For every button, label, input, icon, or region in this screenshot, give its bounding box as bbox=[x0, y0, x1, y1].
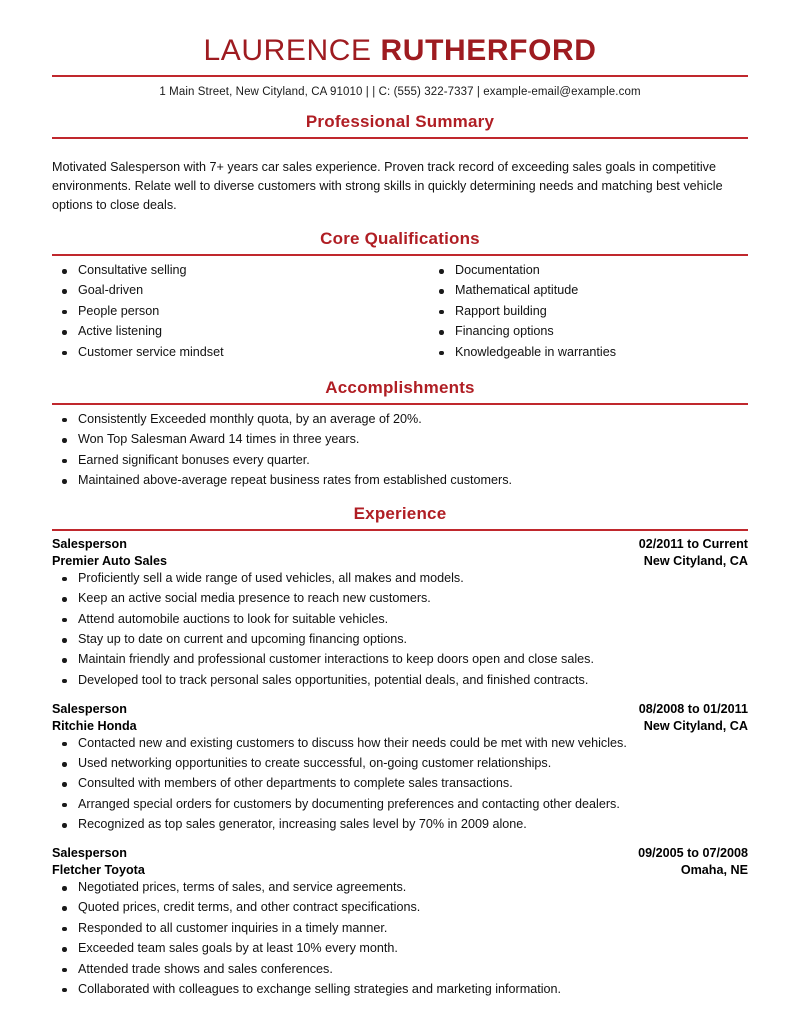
section-professional-summary bbox=[52, 112, 748, 215]
list-item: Attend automobile auctions to look for suitable vehicles. bbox=[52, 611, 748, 629]
list-item: Negotiated prices, terms of sales, and service agreements. bbox=[52, 879, 748, 897]
qualifications-column-left bbox=[52, 262, 400, 364]
list-item: Arranged special orders for customers by documenting preferences and contacting other dealers. bbox=[52, 796, 748, 814]
job-dates: 09/2005 to 07/2008 bbox=[638, 846, 748, 861]
list-item: Contacted new and existing customers to discuss how their needs could be met with new vehicles. bbox=[52, 735, 748, 753]
experience-entry bbox=[52, 536, 748, 690]
list-item: Maintained above-average repeat business rates from established customers. bbox=[52, 472, 748, 490]
list-item: Developed tool to track personal sales opportunities, potential deals, and finished contracts. bbox=[52, 672, 748, 690]
list-item: Rapport building bbox=[429, 303, 748, 321]
list-item: Mathematical aptitude bbox=[429, 282, 748, 300]
list-item: Consulted with members of other departments to complete sales transactions. bbox=[52, 775, 748, 793]
qualifications-list-right bbox=[429, 262, 748, 361]
section-experience bbox=[52, 504, 748, 999]
list-item: Consistently Exceeded monthly quota, by an average of 20%. bbox=[52, 411, 748, 429]
job-company-row bbox=[52, 718, 748, 735]
section-accomplishments bbox=[52, 378, 748, 490]
list-item: Goal-driven bbox=[52, 282, 400, 300]
list-item: Proficiently sell a wide range of used vehicles, all makes and models. bbox=[52, 570, 748, 588]
experience-entry bbox=[52, 701, 748, 834]
job-title: Salesperson bbox=[52, 701, 127, 716]
job-company: Fletcher Toyota bbox=[52, 863, 145, 878]
job-bullets bbox=[52, 570, 748, 690]
section-heading-accomplishments: Accomplishments bbox=[325, 377, 475, 397]
first-name: LAURENCE bbox=[203, 34, 381, 67]
list-item: Maintain friendly and professional customer interactions to keep doors open and close sales. bbox=[52, 651, 748, 669]
resume-header bbox=[52, 0, 748, 67]
list-item: Quoted prices, credit terms, and other contract specifications. bbox=[52, 899, 748, 917]
list-item: Won Top Salesman Award 14 times in three years. bbox=[52, 431, 748, 449]
qualifications-list-left bbox=[52, 262, 400, 361]
section-heading-summary: Professional Summary bbox=[305, 112, 495, 131]
section-heading-experience: Experience bbox=[353, 503, 447, 523]
qualifications-body bbox=[52, 256, 748, 364]
list-item: Financing options bbox=[429, 323, 748, 341]
list-item: Customer service mindset bbox=[52, 344, 400, 362]
list-item: Used networking opportunities to create successful, on-going customer relationships. bbox=[52, 755, 748, 773]
list-item: Exceeded team sales goals by at least 10% every month. bbox=[52, 940, 748, 958]
job-title: Salesperson bbox=[52, 536, 127, 551]
list-item: Attended trade shows and sales conferences. bbox=[52, 961, 748, 979]
job-title-row bbox=[52, 701, 748, 718]
list-item: Knowledgeable in warranties bbox=[429, 344, 748, 362]
job-dates: 02/2011 to Current bbox=[638, 536, 748, 551]
list-item: Active listening bbox=[52, 323, 400, 341]
list-item: Documentation bbox=[429, 262, 748, 280]
job-company-row bbox=[52, 553, 748, 570]
list-item: Consultative selling bbox=[52, 262, 400, 280]
job-company: Ritchie Honda bbox=[52, 718, 137, 733]
job-company-row bbox=[52, 862, 748, 879]
experience-entry bbox=[52, 845, 748, 999]
list-item: Earned significant bonuses every quarter. bbox=[52, 452, 748, 470]
list-item: Stay up to date on current and upcoming financing options. bbox=[52, 631, 748, 649]
accomplishments-body bbox=[52, 405, 748, 490]
job-title-row bbox=[52, 536, 748, 553]
experience-body bbox=[52, 531, 748, 999]
list-item: Recognized as top sales generator, increasing sales level by 70% in 2009 alone. bbox=[52, 816, 748, 834]
job-location: New Cityland, CA bbox=[643, 553, 748, 568]
job-bullets bbox=[52, 879, 748, 999]
job-company: Premier Auto Sales bbox=[52, 553, 168, 568]
summary-text: Motivated Salesperson with 7+ years car sales experience. Proven track record of exceeding sales goals in competitive environments. Relate well to diverse customers with strong skills in quickly determining needs and matching best vehicle options to close deals. bbox=[52, 159, 723, 212]
list-item: People person bbox=[52, 303, 400, 321]
list-item: Keep an active social media presence to reach new customers. bbox=[52, 590, 748, 608]
summary-body bbox=[52, 139, 748, 215]
list-item: Collaborated with colleagues to exchange selling strategies and marketing information. bbox=[52, 981, 748, 999]
section-heading-qualifications: Core Qualifications bbox=[320, 229, 480, 249]
last-name: RUTHERFORD bbox=[380, 34, 597, 67]
job-title-row bbox=[52, 845, 748, 862]
accomplishments-list bbox=[52, 411, 748, 490]
section-core-qualifications bbox=[52, 229, 748, 364]
job-location: Omaha, NE bbox=[680, 863, 748, 878]
list-item: Responded to all customer inquiries in a timely manner. bbox=[52, 920, 748, 938]
job-bullets bbox=[52, 735, 748, 834]
job-location: New Cityland, CA bbox=[643, 718, 748, 733]
job-title: Salesperson bbox=[52, 846, 127, 861]
candidate-name bbox=[52, 34, 748, 67]
job-dates: 08/2008 to 01/2011 bbox=[638, 701, 748, 716]
qualifications-column-right bbox=[400, 262, 748, 364]
contact-line: 1 Main Street, New Cityland, CA 91010 | | C: (555) 322-7337 | example-email@example.com bbox=[159, 86, 641, 98]
